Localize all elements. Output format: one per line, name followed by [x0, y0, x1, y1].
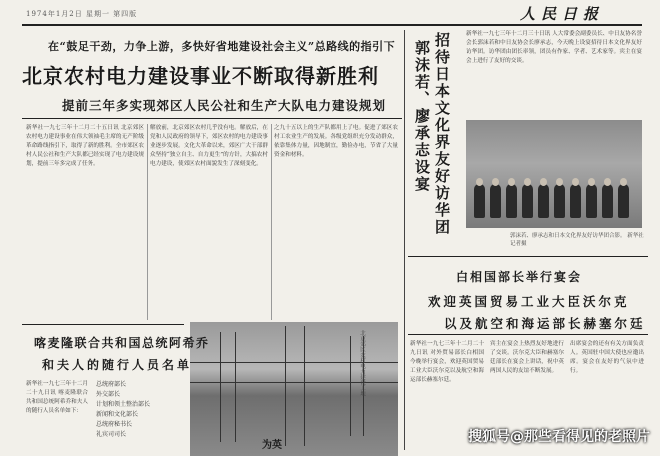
left-column-1: 新华社一九七三年十二月二十五日讯 北京郊区农村电力建设事业在伟大领袖毛主席的无产阶级革命路线指引下，取得了新的胜利。全市郊区农村人民公社和生产大队都已经实现了电力建设规划，提前三年多完成了任务。	[26, 125, 144, 167]
list-item: 外交部长	[96, 391, 121, 398]
list-item: 计划和领土整治部长	[96, 401, 151, 408]
section-divider	[404, 30, 405, 450]
banquet-rule	[408, 334, 648, 335]
delegation-photo	[466, 120, 642, 228]
left-column-3: 之九十五以上的生产队都用上了电。促进了郊区农村工农业生产的发展。各级党组织充分发动群众，依靠集体力量，因地制宜，勤俭办电，节省了大量资金和材料。	[274, 125, 398, 158]
list-item: 礼宾司司长	[96, 431, 127, 438]
list-item: 总统府秘书长	[96, 421, 133, 428]
guo-name-title: 郭沫若、廖承志设宴	[413, 40, 431, 193]
guo-body: 新华社一九七三年十二月三十日讯 人大常委会副委员长、中日友协名誉会长郭沫若和中日友协会长廖承志，今天晚上设宴招待日本文化界友好访华团。访华团由团长率领，团员有作家、学者、艺术家等。宾主在宴会上进行了友好的交谈。	[466, 31, 642, 64]
delegation-photo-caption: 郭沫若、廖承志和日本文化界友好访华团合影。 新华社记者摄	[510, 233, 644, 247]
left-kicker: 在“鼓足干劲，力争上游，多快好省地建设社会主义”总路线的指引下	[48, 40, 396, 53]
left-headline-rule	[22, 118, 402, 119]
power-station-photo	[190, 322, 398, 456]
watermark: 搜狐号@那些看得见的老照片	[468, 429, 650, 445]
banquet-column-2: 宾主在宴会上热烈友好地进行了交谈。沃尔克大臣和赫塞尔廷部长在宴会上讲话，祝中英两国人民的友谊不断发展。	[490, 341, 564, 374]
left-column-2: 解放前，北京郊区农村几乎没有电。解放后，在党和人民政府的领导下，郊区农村的电力建设事业逐步发展。文化大革命以来，郊区广大干部群众坚持“独立自主、自力更生”的方针，大搞农村电力建设，使郊区农村面貌发生了深刻变化。	[150, 125, 268, 167]
list-item: 新闻和文化部长	[96, 411, 139, 418]
masthead	[0, 0, 660, 28]
list-item: 总统府部长	[96, 381, 127, 388]
bottom-fragment: 为英	[262, 440, 282, 451]
column-divider	[271, 124, 272, 320]
newspaper-logo: 人民日报	[520, 5, 605, 23]
banquet-line3: 以及航空和海运部长赫塞尔廷	[444, 316, 646, 331]
banquet-column-1: 新华社一九七三年十二月二十九日讯 对外贸易部长白相国今晚举行宴会，欢迎英国贸易工业大臣沃尔克以及航空和海运部长赫塞尔廷。	[410, 341, 484, 383]
banquet-line2: 欢迎英国贸易工业大臣沃尔克	[428, 294, 630, 309]
banquet-column-3: 出席宴会的还有有关方面负责人。英国驻中国大使也应邀出席。宴会在友好的气氛中进行。	[570, 341, 644, 374]
left-subhead: 提前三年多实现郊区人民公社和生产大队电力建设规划	[62, 98, 387, 113]
column-divider	[147, 124, 148, 320]
cameroon-top-rule	[22, 324, 184, 325]
cameroon-list	[96, 380, 184, 452]
left-headline: 北京农村电力建设事业不断取得新胜利	[22, 64, 379, 88]
guo-headline: 招待日本文化界友好访华团	[433, 32, 451, 236]
guo-bottom-rule	[408, 256, 648, 257]
power-photo-caption: 北京郊区农村电力建设工地	[359, 330, 365, 396]
cameroon-intro: 新华社一九七三年十二月二十九日讯 喀麦隆联合共和国总统阿希乔和夫人的随行人员名单如下：	[26, 381, 88, 414]
cameroon-line1: 喀麦隆联合共和国总统阿希乔	[34, 336, 210, 350]
cameroon-line2: 和夫人的随行人员名单	[42, 358, 193, 372]
date-line: 1974年1月2日 星期一 第四版	[26, 10, 138, 18]
banquet-line1: 白相国部长举行宴会	[456, 270, 583, 284]
masthead-rule	[22, 24, 642, 26]
